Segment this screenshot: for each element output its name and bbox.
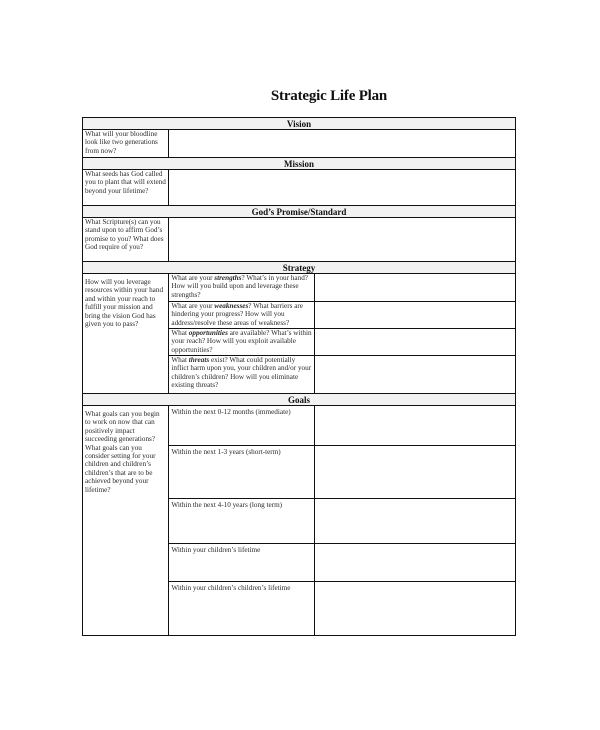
vision-answer-field[interactable]: [169, 130, 516, 158]
prompt-text: What: [171, 329, 189, 337]
strategy-row-strengths: [83, 274, 516, 302]
goals-answer-children[interactable]: [314, 544, 515, 582]
prompt-text: What are your: [171, 274, 215, 282]
strategic-life-plan-table: [82, 117, 516, 636]
strategy-prompt-strengths: [169, 274, 314, 302]
prompt-text: What: [171, 356, 189, 364]
strategy-answer-strengths[interactable]: [314, 274, 515, 302]
strategy-prompt-threats: [169, 356, 314, 394]
document-title: Strategic Life Plan: [270, 88, 388, 104]
vision-header-row: [83, 118, 516, 130]
prompt-keyword: threats: [188, 356, 210, 364]
promise-answer-field[interactable]: [169, 218, 516, 262]
mission-answer-field[interactable]: [169, 170, 516, 206]
strategy-answer-opportunities[interactable]: [314, 329, 515, 356]
mission-header: Mission: [83, 158, 516, 170]
goals-question: [83, 406, 169, 636]
strategy-answer-threats[interactable]: [314, 356, 515, 394]
vision-row: [83, 130, 516, 158]
strategy-prompt-weaknesses: [169, 302, 314, 329]
strategy-header-row: [83, 262, 516, 274]
strategy-header: Strategy: [83, 262, 516, 274]
goals-timeframe-grandchildren: Within your children’s children’s lifetime: [169, 582, 314, 636]
promise-header: God’s Promise/Standard: [83, 206, 516, 218]
goals-question-2: What goals can you consider setting for your children and children’s children’s that are to be achieved beyond your lifetime?: [85, 443, 156, 494]
prompt-keyword: strengths: [214, 274, 242, 282]
strategy-prompt-opportunities: [169, 329, 314, 356]
goals-answer-short-term[interactable]: [314, 446, 515, 499]
promise-header-row: [83, 206, 516, 218]
mission-question: What seeds has God called you to plant that will extend beyond your lifetime?: [83, 170, 169, 206]
prompt-text: What are your: [171, 302, 215, 310]
promise-question: What Scripture(s) can you stand upon to affirm God’s promise to you? What does God require of you?: [83, 218, 169, 262]
mission-row: [83, 170, 516, 206]
goals-header-row: [83, 394, 516, 406]
goals-question-1: What goals can you begin to work on now that can positively impact succeeding generations?: [85, 410, 160, 444]
strategy-answer-weaknesses[interactable]: [314, 302, 515, 329]
goals-timeframe-long-term: Within the next 4-10 years (long term): [169, 499, 314, 544]
goals-header: Goals: [83, 394, 516, 406]
goals-answer-long-term[interactable]: [314, 499, 515, 544]
vision-question: What will your bloodline look like two generations from now?: [83, 130, 169, 158]
prompt-keyword: opportunities: [188, 329, 228, 337]
goals-answer-grandchildren[interactable]: [314, 582, 515, 636]
prompt-keyword: weaknesses: [214, 302, 249, 310]
goals-timeframe-children: Within your children’s lifetime: [169, 544, 314, 582]
prompt-text: exist? What could potentially inflict harm upon you, your children and/or your children’s children? How will you eliminate existing threats?: [171, 356, 312, 390]
prompt-text: ? What’s in your hand? How will you build upon and leverage these strengths?: [171, 274, 309, 299]
mission-header-row: [83, 158, 516, 170]
prompt-text: ? What barriers are hindering your progress? How will you address/resolve these areas of weakness?: [171, 302, 303, 327]
goals-timeframe-short-term: Within the next 1-3 years (short-term): [169, 446, 314, 499]
goals-answer-immediate[interactable]: [314, 406, 515, 446]
prompt-text: are available? What’s within your reach? How will you exploit available opportunities?: [171, 329, 312, 354]
goals-timeframe-immediate: Within the next 0-12 months (immediate): [169, 406, 314, 446]
strategy-question: How will you leverage resources within your hand and within your reach to fulfill your mission and bring the vision God has given you to pass?: [83, 274, 169, 394]
vision-header: Vision: [83, 118, 516, 130]
promise-row: [83, 218, 516, 262]
goals-row-immediate: [83, 406, 516, 446]
